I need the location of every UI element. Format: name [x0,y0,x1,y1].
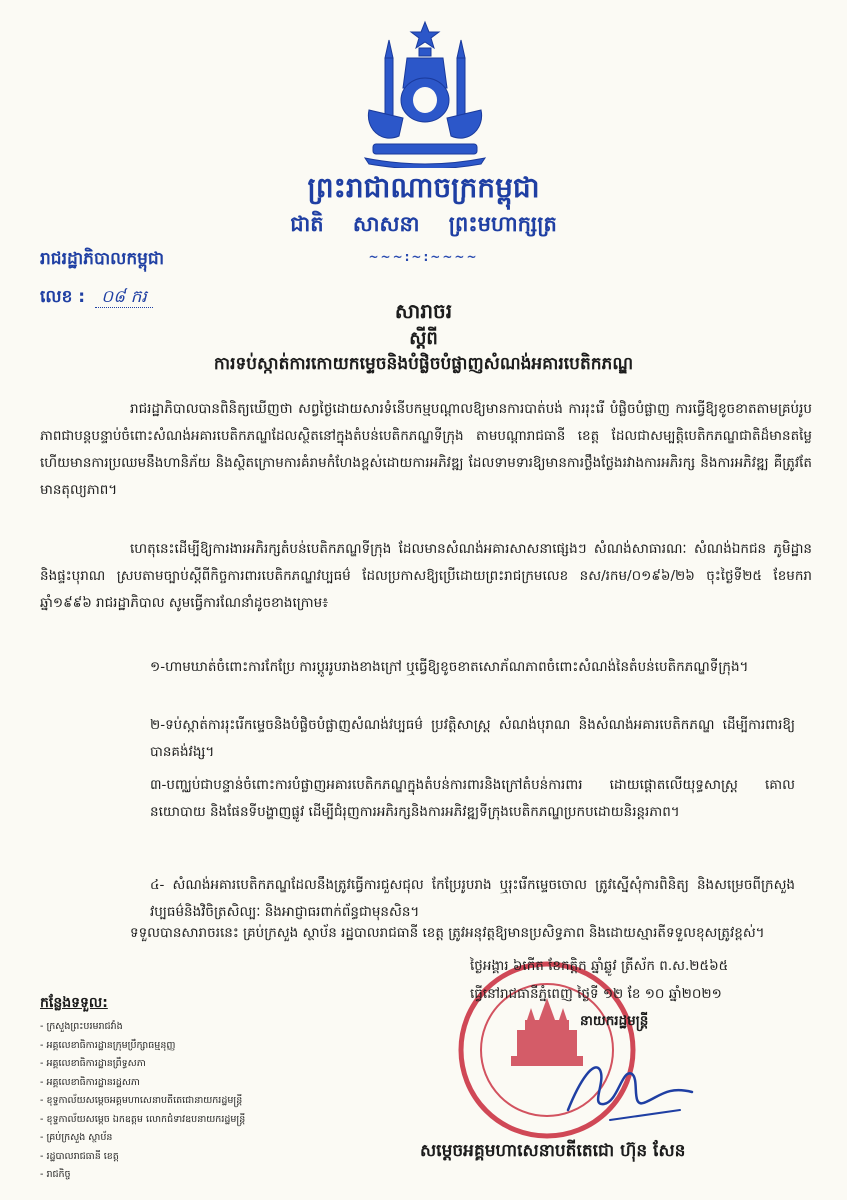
recipient-item: - ក្រសួងព្រះបរមរាជវាំង [40,1021,123,1032]
lunar-date: ថ្ងៃអង្គារ ៦កើត ខែកត្តិក ឆ្នាំឆ្លូវ ត្រីស័ក ព.ស.២៥៦៥ [470,958,729,974]
solar-date: ធ្វើនៅរាជធានីភ្នំពេញ ថ្ងៃទី ១២ ខែ ១០ ឆ្នាំ២០២១ [470,986,722,1002]
directive-item-1: ១-ហាមឃាត់ចំពោះការកែប្រែ ការប្តូររូបរាងខាងក្រៅ ឬធ្វើឱ្យខូចខាតសោភ័ណភាពចំពោះសំណង់នៃតំបន់បេតិកភណ្ឌទីក្រុង។ [150,659,749,675]
royal-coat-of-arms-emblem [355,18,495,168]
directive-item-3: ៣-បញ្ឈប់ជាបន្ទាន់ចំពោះការបំផ្លាញអគារបេតិកភណ្ឌក្នុងតំបន់ការពារនិងក្រៅតំបន់ការពារ ដោយផ្តោតលើយុទ្ធសាស្ត្រ គោលនយោបាយ និងផែនទីបង្ហាញផ្លូវ ដើម្បីជំរុញការអភិរក្សនិងការអភិវឌ្ឍទីក្រុងបេតិកភណ្ឌប្រកបដោយនិរន្តរភាព។ [150,777,795,820]
document-number-label: លេខ : [40,287,86,307]
signatory-title: នាយករដ្ឋមន្ត្រី [580,1013,649,1029]
recipients-list [40,1018,245,1185]
recipients-title: កន្លែងទទួល: [40,995,108,1011]
directive-item-4: ៤- សំណង់អគារបេតិកភណ្ឌដែលនឹងត្រូវធ្វើការជួសជុល កែប្រែរូបរាង ឬរុះរើកម្ទេចចោល ត្រូវស្នើសុំការពិនិត្យ និងសម្រេចពីក្រសួងវប្បធម៌និងវិចិត្រសិល្បៈ និងអាជ្ញាធរពាក់ព័ន្ធជាមុនសិន។ [150,877,795,920]
heading-ornament: ~~~:~:~~~~ [368,250,479,264]
recipient-item: - អគ្គលេខាធិការដ្ឋានរដ្ឋសភា [40,1076,140,1088]
closing-paragraph: ទទួលបានសារាចរនេះ គ្រប់ក្រសួង ស្ថាប័ន រដ្ឋបាលរាជធានី ខេត្ត ត្រូវអនុវត្តឱ្យមានប្រសិទ្ធភាព និងដោយស្មារតីទទួលខុសត្រូវខ្ពស់។ [130,925,765,941]
recipient-item: - រាជកិច្ច [40,1169,71,1180]
recipient-item: - រដ្ឋបាលរាជធានី ខេត្ត [40,1150,119,1162]
subject-title: ការទប់ស្កាត់ការកោយកម្ទេចនិងបំផ្លិចបំផ្លាញសំណង់អគារបេតិកភណ្ឌ [213,354,634,374]
document-number-value: ០៨ ករ [95,287,153,308]
document-type-title: សារាចរ [394,299,453,323]
handwritten-signature [560,1040,700,1130]
body-paragraph-2: ហេតុនេះដើម្បីឱ្យការងារអភិរក្សតំបន់បេតិកភណ្ឌទីក្រុង ដែលមានសំណង់អគារសាសនាផ្សេងៗ សំណង់សាធារណៈ សំណង់ឯកជន ភូមិដ្ឋាន និងផ្ទះបុរាណ ស្របតាមច្បាប់ស្តីពីកិច្ចការពារបេតិកភណ្ឌវប្បធម៌ ដែលប្រកាសឱ្យប្រើដោយព្រះរាជក្រមលេខ នស/រកម/០១៩៦/២៦ ចុះថ្ងៃទី២៥ ខែមករា ឆ្នាំ១៩៩៦ រាជរដ្ឋាភិបាល សូមធ្វើការណែនាំដូចខាងក្រោម៖ [40,541,812,611]
recipient-item: - អគ្គលេខាធិការដ្ឋានព្រឹទ្ធសភា [40,1058,146,1069]
subject-label: ស្តីពី [409,328,438,349]
national-motto: ជាតិ សាសនា ព្រះមហាក្សត្រ [290,212,557,236]
recipient-item: - ខុទ្ទកាល័យសម្តេច ឯកឧត្តម លោកជំទាវឧបនាយករដ្ឋមន្ត្រី [40,1113,246,1125]
signatory-name: សម្តេចអគ្គមហាសេនាបតីតេជោ ហ៊ុន សែន [420,1141,686,1161]
recipient-item: - ខុទ្ទកាល័យសម្តេចអគ្គមហាសេនាបតីតេជោនាយករដ្ឋមន្ត្រី [40,1095,243,1106]
directive-item-2: ២-ទប់ស្កាត់ការរុះរើកម្ទេចនិងបំផ្លិចបំផ្លាញសំណង់វប្បធម៌ ប្រវត្តិសាស្ត្រ សំណង់បុរាណ និងសំណង់អគារបេតិកភណ្ឌ ដើម្បីការពារឱ្យបានគង់វង្ស។ [150,717,795,760]
issuing-government: រាជរដ្ឋាភិបាលកម្ពុជា [40,249,165,269]
kingdom-heading: ព្រះរាជាណាចក្រកម្ពុជា [307,171,540,204]
recipient-item: - គ្រប់ក្រសួង ស្ថាប័ន [40,1132,113,1143]
body-paragraph-1: រាជរដ្ឋាភិបាលបានពិនិត្យឃើញថា សព្វថ្ងៃដោយសារទំនើបកម្មបណ្តាលឱ្យមានការបាត់បង់ ការរុះរើ បំផ្លិចបំផ្លាញ ការធ្វើឱ្យខូចខាតតាមគ្រប់រូបភាពជាបន្តបន្ទាប់ចំពោះសំណង់អគារបេតិកភណ្ឌដែលស្ថិតនៅក្នុងតំបន់បេតិកភណ្ឌទីក្រុង តាមបណ្តារាជធានី ខេត្ត ដែលជាសម្បត្តិបេតិកភណ្ឌជាតិដ៏មានតម្លៃ ហើយមានការប្រឈមនឹងហានិភ័យ និងស្ថិតក្រោមការគំរាមកំហែងខ្ពស់ដោយការអភិវឌ្ឍ ដែលទាមទារឱ្យមានការថ្លឹងថ្លែងរវាងការអភិរក្ស និងការអភិវឌ្ឍ គឺត្រូវតែមានតុល្យភាព។ [40,401,812,498]
recipient-item: - អគ្គលេខាធិការដ្ឋានក្រុមប្រឹក្សាធម្មនុញ្ញ [40,1039,176,1051]
